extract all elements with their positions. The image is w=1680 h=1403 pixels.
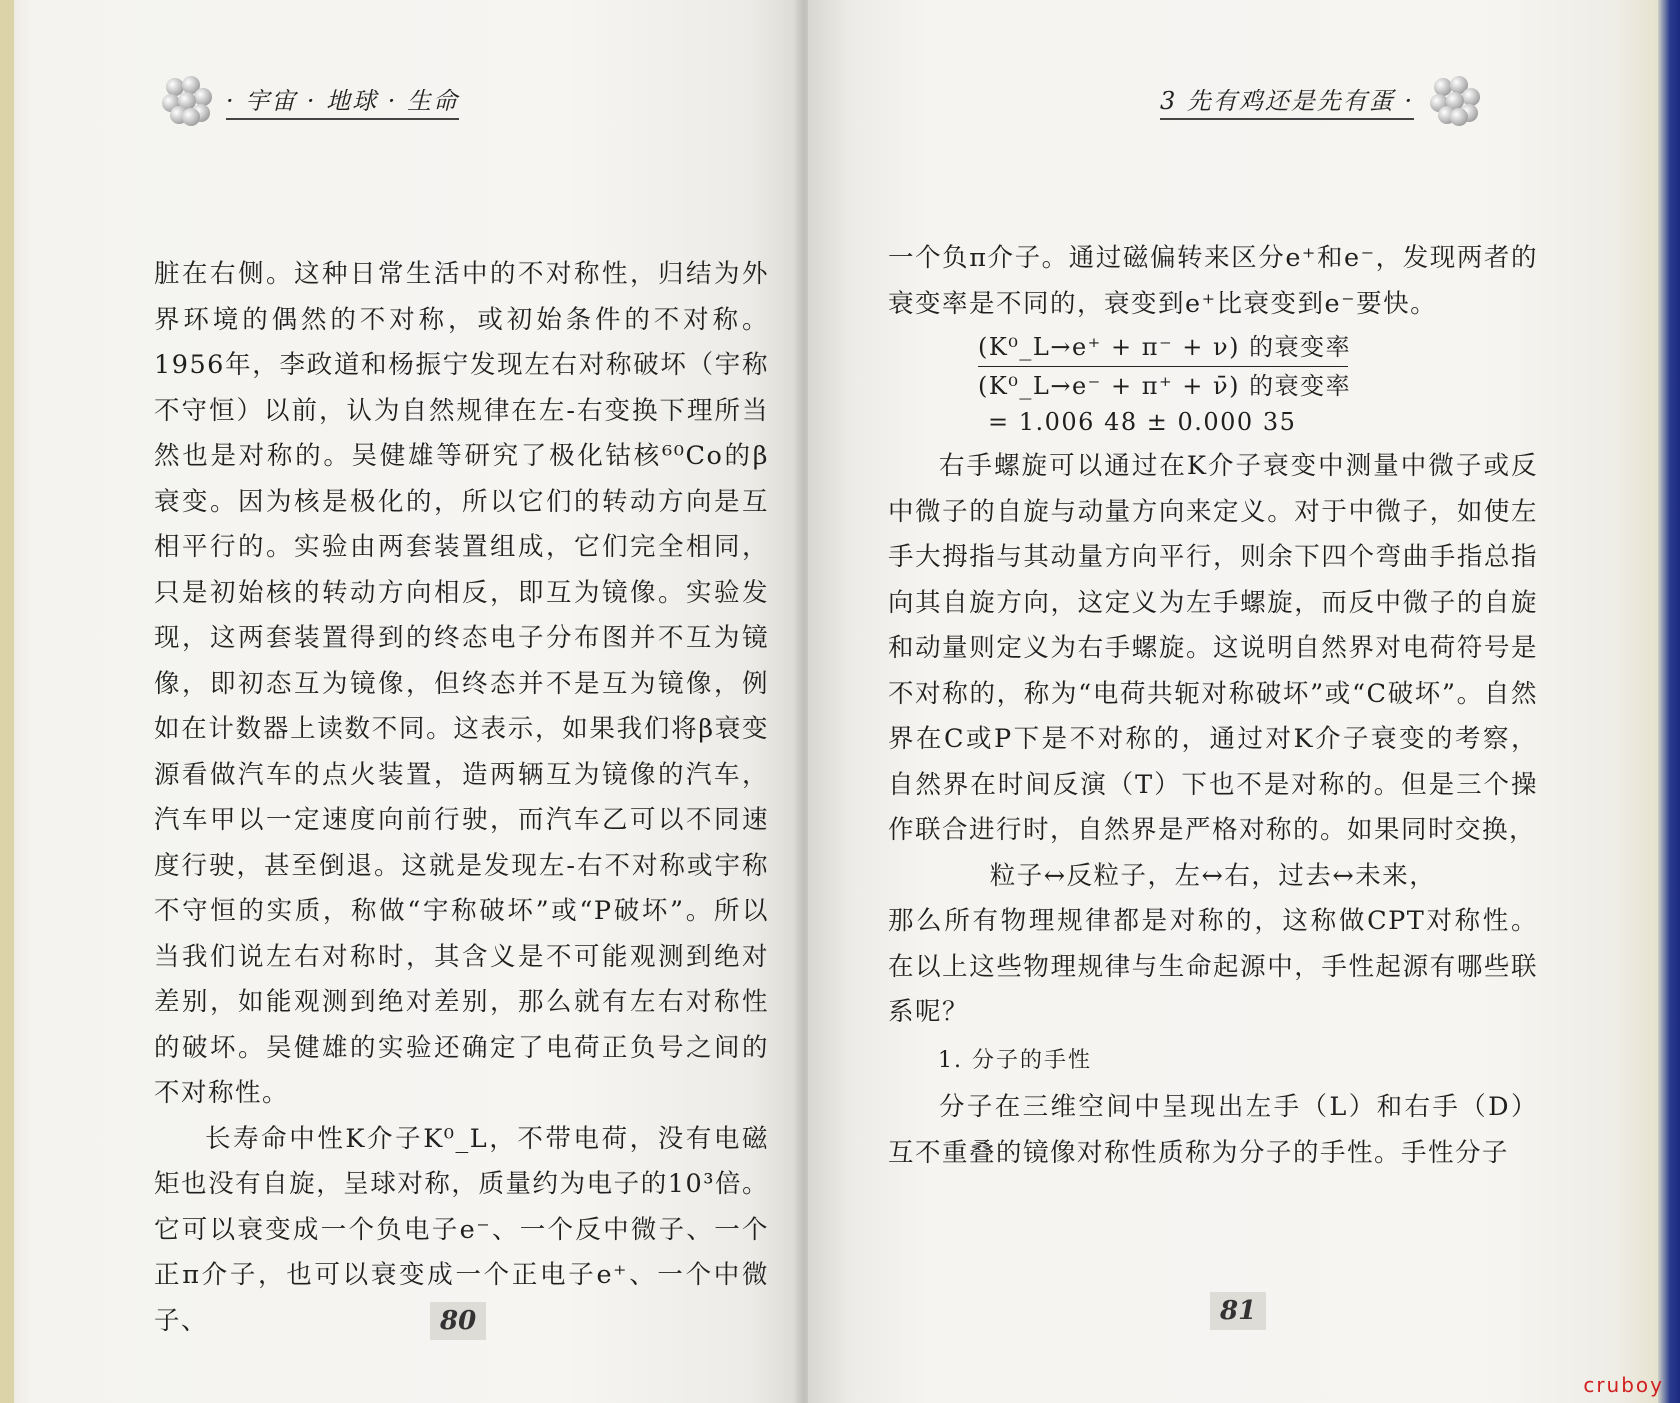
right-page bbox=[808, 0, 1658, 1403]
fraction-bar bbox=[978, 366, 1348, 367]
atom-cluster-icon bbox=[1428, 74, 1480, 126]
formula-denominator: (K⁰_L→e⁻ + π⁺ + ν̄) 的衰变率 bbox=[978, 372, 1352, 400]
right-intro: 一个负π介子。通过磁偏转来区分e⁺和e⁻，发现两者的衰变率是不同的，衰变到e⁺比衰变到e⁻要快。 bbox=[888, 243, 1538, 319]
right-paragraph-1: 右手螺旋可以通过在K介子衰变中测量中微子或反中微子的自旋与动量方向来定义。对于中微子，如使左手大拇指与其动量方向平行，则余下四个弯曲手指总指向其自旋方向，这定义为左手螺旋，而反中微子的自旋和动量则定义为右手螺旋。这说明自然界对电荷符号是不对称的，称为“电荷共轭对称破坏”或“C破坏”。自然界在C或P下是不对称的，通过对K介子衰变的考察，自然界在时间反演（T）下也不是对称的。但是三个操作联合进行时，自然界是严格对称的。如果同时交换， bbox=[888, 451, 1538, 845]
right-exchange-line: 粒子↔反粒子，左↔右，过去↔未来， bbox=[989, 860, 1437, 891]
right-page-number: 81 bbox=[1210, 1292, 1266, 1330]
left-header-text: · 宇宙 · 地球 · 生命 bbox=[226, 81, 459, 120]
section-text: 分子在三维空间中呈现出左手（L）和右手（D）互不重叠的镜像对称性质称为分子的手性。手性分子 bbox=[888, 1092, 1538, 1168]
left-body bbox=[154, 252, 769, 1344]
left-page-number: 80 bbox=[430, 1302, 486, 1340]
page-edge-right bbox=[1658, 0, 1680, 1403]
left-page bbox=[0, 0, 808, 1403]
page-edge-left bbox=[0, 0, 14, 1403]
watermark: cruboy bbox=[1583, 1373, 1664, 1397]
right-page-header bbox=[1160, 70, 1480, 130]
right-paragraph-3: 那么所有物理规律都是对称的，这称做CPT对称性。在以上这些物理规律与生命起源中，手性起源有哪些联系呢？ bbox=[888, 906, 1538, 1027]
left-paragraph-1: 脏在右侧。这种日常生活中的不对称性，归结为外界环境的偶然的不对称，或初始条件的不对称。1956年，李政道和杨振宁发现左右对称破坏（宇称不守恒）以前，认为自然规律在左-右变换下理所当然也是对称的。吴健雄等研究了极化钴核⁶⁰Co的β衰变。因为核是极化的，所以它们的转动方向是互相平行的。实验由两套装置组成，它们完全相同，只是初始核的转动方向相反，即互为镜像。实验发现，这两套装置得到的终态电子分布图并不互为镜像，即初态互为镜像，但终态并不是互为镜像，例如在计数器上读数不同。这表示，如果我们将β衰变源看做汽车的点火装置，造两辆互为镜像的汽车，汽车甲以一定速度向前行驶，而汽车乙可以不同速度行驶，甚至倒退。这就是发现左-右不对称或宇称不守恒的实质，称做“宇称破坏”或“P破坏”。所以当我们说左右对称时，其含义是不可能观测到绝对差别，如能观测到绝对差别，那么就有左右对称性的破坏。吴健雄的实验还确定了电荷正负号之间的不对称性。 bbox=[154, 259, 769, 1108]
atom-cluster-icon bbox=[160, 74, 212, 126]
right-body bbox=[888, 236, 1538, 1176]
decay-rate-formula bbox=[978, 329, 1538, 440]
right-header-text: 3 先有鸡还是先有蛋 · bbox=[1160, 81, 1414, 120]
left-paragraph-2: 长寿命中性K介子K⁰_L，不带电荷，没有电磁矩也没有自旋，呈球对称，质量约为电子的10³倍。它可以衰变成一个负电子e⁻、一个反中微子、一个正π介子，也可以衰变成一个正电子e⁺、一个中微子、 bbox=[154, 1123, 769, 1336]
left-page-header bbox=[160, 70, 459, 130]
section-title: 1. 分子的手性 bbox=[938, 1047, 1092, 1073]
formula-numerator: (K⁰_L→e⁺ + π⁻ + ν) 的衰变率 bbox=[978, 333, 1352, 361]
formula-result: = 1.006 48 ± 0.000 35 bbox=[988, 408, 1297, 436]
